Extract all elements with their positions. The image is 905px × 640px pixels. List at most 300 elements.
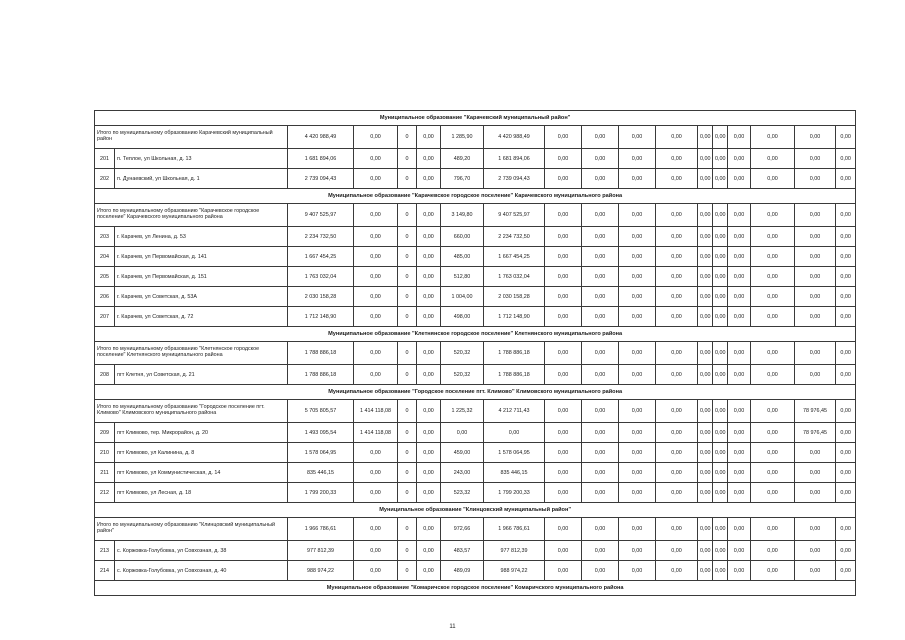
total-value-cell: 1 788 886,18 bbox=[288, 342, 354, 365]
row-number: 210 bbox=[95, 443, 115, 463]
total-value-cell: 0,00 bbox=[713, 400, 728, 423]
total-value-cell: 0,00 bbox=[417, 342, 441, 365]
table-row bbox=[95, 443, 856, 463]
total-value-cell: 0,00 bbox=[545, 400, 582, 423]
value-cell: 0,00 bbox=[354, 227, 398, 247]
value-cell: 0,00 bbox=[417, 169, 441, 189]
total-value-cell: 0,00 bbox=[728, 204, 751, 227]
total-value-cell: 9 407 525,97 bbox=[288, 204, 354, 227]
total-value-cell: 0,00 bbox=[713, 342, 728, 365]
table-row bbox=[95, 423, 856, 443]
table-row bbox=[95, 561, 856, 581]
value-cell: 0,00 bbox=[417, 227, 441, 247]
address-cell: пгт Климово, ул Лесная, д. 18 bbox=[115, 483, 288, 503]
value-cell: 0,00 bbox=[728, 149, 751, 169]
section-total-row bbox=[95, 126, 856, 149]
row-number: 203 bbox=[95, 227, 115, 247]
total-value-cell: 0 bbox=[398, 204, 417, 227]
row-number: 211 bbox=[95, 463, 115, 483]
value-cell: 0,00 bbox=[417, 463, 441, 483]
value-cell: 0,00 bbox=[619, 541, 656, 561]
table-row bbox=[95, 541, 856, 561]
total-value-cell: 0,00 bbox=[698, 518, 713, 541]
value-cell: 0,00 bbox=[545, 483, 582, 503]
value-cell: 0,00 bbox=[619, 561, 656, 581]
total-value-cell: 0,00 bbox=[751, 204, 795, 227]
table-row bbox=[95, 267, 856, 287]
value-cell: 0 bbox=[398, 149, 417, 169]
value-cell: 0,00 bbox=[354, 287, 398, 307]
address-cell: пгт Климово, ул Коммунистическая, д. 14 bbox=[115, 463, 288, 483]
value-cell: 0,00 bbox=[713, 287, 728, 307]
value-cell: 0,00 bbox=[713, 423, 728, 443]
address-cell: пгт Климово, ул Калинина, д. 8 bbox=[115, 443, 288, 463]
total-value-cell: 0 bbox=[398, 518, 417, 541]
value-cell: 0,00 bbox=[545, 247, 582, 267]
total-value-cell: 0,00 bbox=[698, 400, 713, 423]
value-cell: 0,00 bbox=[417, 267, 441, 287]
value-cell: 0,00 bbox=[795, 483, 836, 503]
value-cell: 0,00 bbox=[751, 423, 795, 443]
value-cell: 0,00 bbox=[582, 227, 619, 247]
address-cell: пгт Климово, тер. Микрорайон, д. 20 bbox=[115, 423, 288, 443]
address-cell: с. Коржовка-Голубовка, ул Совхозная, д. 38 bbox=[115, 541, 288, 561]
value-cell: 0,00 bbox=[656, 149, 698, 169]
value-cell: 0,00 bbox=[713, 561, 728, 581]
total-label: Итого по муниципальному образованию "Клинцовский муниципальный район" bbox=[95, 518, 288, 541]
value-cell: 0,00 bbox=[619, 463, 656, 483]
value-cell: 0,00 bbox=[728, 483, 751, 503]
section-title: Муниципальное образование "Комаричское городское поселение" Комаричского муниципального района bbox=[95, 581, 856, 596]
value-cell: 0,00 bbox=[417, 443, 441, 463]
row-number: 213 bbox=[95, 541, 115, 561]
value-cell: 0,00 bbox=[619, 365, 656, 385]
value-cell: 1 004,00 bbox=[441, 287, 484, 307]
value-cell: 0 bbox=[398, 365, 417, 385]
total-value-cell: 0,00 bbox=[619, 518, 656, 541]
value-cell: 0,00 bbox=[545, 365, 582, 385]
section-total-row bbox=[95, 400, 856, 423]
total-value-cell: 1 966 786,61 bbox=[484, 518, 545, 541]
total-value-cell: 4 420 988,49 bbox=[288, 126, 354, 149]
value-cell: 0,00 bbox=[417, 541, 441, 561]
value-cell: 0,00 bbox=[836, 247, 856, 267]
total-value-cell: 1 788 886,18 bbox=[484, 342, 545, 365]
total-value-cell: 0,00 bbox=[417, 400, 441, 423]
register-table-container bbox=[94, 110, 851, 596]
value-cell: 0,00 bbox=[795, 443, 836, 463]
value-cell: 0,00 bbox=[751, 169, 795, 189]
value-cell: 0,00 bbox=[417, 149, 441, 169]
value-cell: 0,00 bbox=[698, 423, 713, 443]
value-cell: 0,00 bbox=[417, 365, 441, 385]
total-value-cell: 78 976,45 bbox=[795, 400, 836, 423]
value-cell: 0,00 bbox=[545, 423, 582, 443]
value-cell: 1 681 894,06 bbox=[484, 149, 545, 169]
address-cell: г. Карачев, ул Первомайская, д. 151 bbox=[115, 267, 288, 287]
value-cell: 2 234 732,50 bbox=[484, 227, 545, 247]
section-total-row bbox=[95, 342, 856, 365]
table-row bbox=[95, 365, 856, 385]
total-value-cell: 0,00 bbox=[698, 126, 713, 149]
value-cell: 0,00 bbox=[751, 541, 795, 561]
value-cell: 0,00 bbox=[698, 247, 713, 267]
value-cell: 0,00 bbox=[836, 287, 856, 307]
total-value-cell: 0,00 bbox=[713, 518, 728, 541]
value-cell: 0,00 bbox=[545, 541, 582, 561]
total-value-cell: 0,00 bbox=[582, 204, 619, 227]
total-value-cell: 0,00 bbox=[417, 204, 441, 227]
value-cell: 0,00 bbox=[619, 307, 656, 327]
row-number: 201 bbox=[95, 149, 115, 169]
total-value-cell: 0,00 bbox=[545, 126, 582, 149]
total-value-cell: 0,00 bbox=[656, 518, 698, 541]
total-value-cell: 0 bbox=[398, 342, 417, 365]
total-value-cell: 0,00 bbox=[619, 126, 656, 149]
total-value-cell: 0 bbox=[398, 400, 417, 423]
value-cell: 0,00 bbox=[656, 483, 698, 503]
value-cell: 0,00 bbox=[698, 561, 713, 581]
total-value-cell: 0,00 bbox=[836, 204, 856, 227]
total-label: Итого по муниципальному образованию "Городское поселение пгт. Климово" Климовского муниципального района bbox=[95, 400, 288, 423]
value-cell: 0,00 bbox=[698, 443, 713, 463]
value-cell: 483,57 bbox=[441, 541, 484, 561]
total-value-cell: 5 705 805,57 bbox=[288, 400, 354, 423]
value-cell: 0,00 bbox=[545, 227, 582, 247]
value-cell: 0,00 bbox=[728, 365, 751, 385]
value-cell: 0,00 bbox=[728, 169, 751, 189]
value-cell: 988 974,22 bbox=[288, 561, 354, 581]
total-value-cell: 0,00 bbox=[354, 518, 398, 541]
total-value-cell: 0,00 bbox=[417, 518, 441, 541]
value-cell: 1 493 095,54 bbox=[288, 423, 354, 443]
value-cell: 0,00 bbox=[836, 561, 856, 581]
value-cell: 512,80 bbox=[441, 267, 484, 287]
address-cell: пгт Клетня, ул Советская, д. 21 bbox=[115, 365, 288, 385]
value-cell: 1 414 118,08 bbox=[354, 423, 398, 443]
value-cell: 0,00 bbox=[751, 267, 795, 287]
value-cell: 0,00 bbox=[619, 423, 656, 443]
value-cell: 0,00 bbox=[836, 443, 856, 463]
total-value-cell: 0,00 bbox=[619, 400, 656, 423]
table-row bbox=[95, 463, 856, 483]
value-cell: 1 712 148,90 bbox=[484, 307, 545, 327]
total-value-cell: 972,66 bbox=[441, 518, 484, 541]
value-cell: 0,00 bbox=[698, 149, 713, 169]
value-cell: 0,00 bbox=[728, 267, 751, 287]
value-cell: 0,00 bbox=[698, 463, 713, 483]
value-cell: 459,00 bbox=[441, 443, 484, 463]
value-cell: 1 799 200,33 bbox=[288, 483, 354, 503]
value-cell: 835 446,15 bbox=[288, 463, 354, 483]
value-cell: 0,00 bbox=[582, 541, 619, 561]
total-value-cell: 0,00 bbox=[354, 204, 398, 227]
value-cell: 0,00 bbox=[728, 561, 751, 581]
value-cell: 0,00 bbox=[354, 483, 398, 503]
section-title: Муниципальное образование "Карачевский муниципальный район" bbox=[95, 111, 856, 126]
value-cell: 0 bbox=[398, 561, 417, 581]
address-cell: г. Карачев, ул Ленина, д. 53 bbox=[115, 227, 288, 247]
row-number: 202 bbox=[95, 169, 115, 189]
value-cell: 0,00 bbox=[656, 423, 698, 443]
value-cell: 0,00 bbox=[545, 169, 582, 189]
value-cell: 0,00 bbox=[728, 463, 751, 483]
page-number: 11 bbox=[449, 624, 456, 630]
total-value-cell: 0,00 bbox=[728, 400, 751, 423]
value-cell: 0,00 bbox=[656, 247, 698, 267]
value-cell: 498,00 bbox=[441, 307, 484, 327]
value-cell: 0 bbox=[398, 307, 417, 327]
section-title: Муниципальное образование "Клинцовский муниципальный район" bbox=[95, 503, 856, 518]
total-value-cell: 0,00 bbox=[751, 518, 795, 541]
total-value-cell: 0,00 bbox=[728, 126, 751, 149]
value-cell: 0,00 bbox=[795, 287, 836, 307]
value-cell: 1 788 886,18 bbox=[288, 365, 354, 385]
value-cell: 0,00 bbox=[751, 287, 795, 307]
total-value-cell: 0,00 bbox=[836, 400, 856, 423]
table-row bbox=[95, 307, 856, 327]
value-cell: 0,00 bbox=[656, 443, 698, 463]
value-cell: 0,00 bbox=[751, 483, 795, 503]
register-table bbox=[94, 110, 856, 596]
value-cell: 0,00 bbox=[582, 169, 619, 189]
value-cell: 0,00 bbox=[619, 247, 656, 267]
total-value-cell: 520,32 bbox=[441, 342, 484, 365]
total-value-cell: 0,00 bbox=[728, 342, 751, 365]
value-cell: 0,00 bbox=[728, 541, 751, 561]
value-cell: 0,00 bbox=[795, 541, 836, 561]
value-cell: 0,00 bbox=[545, 149, 582, 169]
value-cell: 0,00 bbox=[545, 443, 582, 463]
value-cell: 0,00 bbox=[354, 247, 398, 267]
value-cell: 0,00 bbox=[795, 307, 836, 327]
value-cell: 1 681 894,06 bbox=[288, 149, 354, 169]
address-cell: г. Карачев, ул Советская, д. 72 bbox=[115, 307, 288, 327]
address-cell: с. Коржовка-Голубовка, ул Совхозная, д. 40 bbox=[115, 561, 288, 581]
section-title-row bbox=[95, 111, 856, 126]
value-cell: 0 bbox=[398, 541, 417, 561]
section-title: Муниципальное образование "Городское поселение пгт. Климово" Климовского муниципального района bbox=[95, 385, 856, 400]
value-cell: 0,00 bbox=[417, 287, 441, 307]
section-title-row bbox=[95, 189, 856, 204]
total-value-cell: 0,00 bbox=[545, 342, 582, 365]
section-title-row bbox=[95, 327, 856, 342]
value-cell: 0,00 bbox=[354, 169, 398, 189]
value-cell: 796,70 bbox=[441, 169, 484, 189]
value-cell: 0,00 bbox=[354, 307, 398, 327]
total-value-cell: 0,00 bbox=[582, 342, 619, 365]
value-cell: 988 974,22 bbox=[484, 561, 545, 581]
value-cell: 0 bbox=[398, 463, 417, 483]
value-cell: 0,00 bbox=[751, 463, 795, 483]
total-value-cell: 0,00 bbox=[698, 204, 713, 227]
value-cell: 0,00 bbox=[728, 247, 751, 267]
value-cell: 977 812,39 bbox=[484, 541, 545, 561]
value-cell: 0,00 bbox=[836, 483, 856, 503]
value-cell: 0,00 bbox=[728, 423, 751, 443]
value-cell: 0,00 bbox=[713, 247, 728, 267]
total-label: Итого по муниципальному образованию "Карачевское городское поселение" Карачевского муниципального района bbox=[95, 204, 288, 227]
value-cell: 0,00 bbox=[582, 561, 619, 581]
value-cell: 0,00 bbox=[545, 307, 582, 327]
total-value-cell: 0,00 bbox=[713, 126, 728, 149]
value-cell: 0,00 bbox=[417, 307, 441, 327]
value-cell: 0,00 bbox=[582, 423, 619, 443]
value-cell: 0,00 bbox=[656, 227, 698, 247]
value-cell: 0,00 bbox=[751, 247, 795, 267]
value-cell: 0,00 bbox=[836, 365, 856, 385]
total-value-cell: 0,00 bbox=[354, 126, 398, 149]
value-cell: 0,00 bbox=[354, 541, 398, 561]
row-number: 209 bbox=[95, 423, 115, 443]
total-value-cell: 0,00 bbox=[582, 518, 619, 541]
value-cell: 2 030 158,28 bbox=[484, 287, 545, 307]
section-title: Муниципальное образование "Клетнянское городское поселение" Клетнянского муниципального района bbox=[95, 327, 856, 342]
total-value-cell: 0,00 bbox=[656, 342, 698, 365]
table-row bbox=[95, 287, 856, 307]
value-cell: 0,00 bbox=[545, 287, 582, 307]
value-cell: 0,00 bbox=[795, 561, 836, 581]
total-value-cell: 0,00 bbox=[656, 204, 698, 227]
row-number: 207 bbox=[95, 307, 115, 327]
total-value-cell: 0,00 bbox=[582, 126, 619, 149]
value-cell: 0,00 bbox=[441, 423, 484, 443]
total-value-cell: 0,00 bbox=[836, 518, 856, 541]
value-cell: 1 763 032,04 bbox=[484, 267, 545, 287]
value-cell: 485,00 bbox=[441, 247, 484, 267]
value-cell: 0,00 bbox=[795, 227, 836, 247]
value-cell: 0,00 bbox=[698, 267, 713, 287]
value-cell: 0,00 bbox=[698, 541, 713, 561]
value-cell: 1 578 064,95 bbox=[484, 443, 545, 463]
value-cell: 243,00 bbox=[441, 463, 484, 483]
value-cell: 0,00 bbox=[656, 365, 698, 385]
value-cell: 0,00 bbox=[713, 443, 728, 463]
section-total-row bbox=[95, 518, 856, 541]
value-cell: 0 bbox=[398, 443, 417, 463]
row-number: 204 bbox=[95, 247, 115, 267]
value-cell: 0,00 bbox=[795, 463, 836, 483]
value-cell: 0 bbox=[398, 169, 417, 189]
value-cell: 0,00 bbox=[582, 287, 619, 307]
value-cell: 0,00 bbox=[354, 463, 398, 483]
value-cell: 0,00 bbox=[836, 307, 856, 327]
value-cell: 0,00 bbox=[795, 247, 836, 267]
value-cell: 0,00 bbox=[795, 169, 836, 189]
value-cell: 0,00 bbox=[417, 561, 441, 581]
total-value-cell: 0,00 bbox=[836, 342, 856, 365]
value-cell: 0,00 bbox=[713, 541, 728, 561]
total-value-cell: 0,00 bbox=[795, 204, 836, 227]
value-cell: 0,00 bbox=[836, 149, 856, 169]
value-cell: 0,00 bbox=[582, 365, 619, 385]
total-value-cell: 0,00 bbox=[698, 342, 713, 365]
value-cell: 0,00 bbox=[582, 247, 619, 267]
value-cell: 0,00 bbox=[354, 267, 398, 287]
value-cell: 0,00 bbox=[354, 149, 398, 169]
value-cell: 0 bbox=[398, 247, 417, 267]
address-cell: п. Дунаевский, ул Школьная, д. 1 bbox=[115, 169, 288, 189]
total-value-cell: 0,00 bbox=[619, 204, 656, 227]
total-value-cell: 1 225,32 bbox=[441, 400, 484, 423]
value-cell: 0,00 bbox=[751, 443, 795, 463]
total-value-cell: 0,00 bbox=[656, 400, 698, 423]
total-value-cell: 1 285,90 bbox=[441, 126, 484, 149]
value-cell: 0,00 bbox=[728, 227, 751, 247]
row-number: 205 bbox=[95, 267, 115, 287]
value-cell: 0,00 bbox=[417, 483, 441, 503]
total-label: Итого по муниципальному образованию "Клетнянское городское поселение" Клетнянского муниципального района bbox=[95, 342, 288, 365]
total-value-cell: 9 407 525,97 bbox=[484, 204, 545, 227]
value-cell: 1 788 886,18 bbox=[484, 365, 545, 385]
value-cell: 0,00 bbox=[354, 561, 398, 581]
total-value-cell: 1 966 786,61 bbox=[288, 518, 354, 541]
row-number: 206 bbox=[95, 287, 115, 307]
value-cell: 0,00 bbox=[619, 443, 656, 463]
table-row bbox=[95, 149, 856, 169]
table-row bbox=[95, 247, 856, 267]
value-cell: 0,00 bbox=[582, 483, 619, 503]
value-cell: 1 578 064,95 bbox=[288, 443, 354, 463]
value-cell: 0,00 bbox=[713, 483, 728, 503]
total-value-cell: 0,00 bbox=[354, 342, 398, 365]
row-number: 212 bbox=[95, 483, 115, 503]
value-cell: 0,00 bbox=[698, 307, 713, 327]
value-cell: 0,00 bbox=[619, 169, 656, 189]
value-cell: 0,00 bbox=[582, 307, 619, 327]
total-value-cell: 0,00 bbox=[582, 400, 619, 423]
value-cell: 0,00 bbox=[656, 267, 698, 287]
total-value-cell: 4 212 711,43 bbox=[484, 400, 545, 423]
section-title-row bbox=[95, 503, 856, 518]
value-cell: 2 739 094,43 bbox=[484, 169, 545, 189]
value-cell: 0,00 bbox=[836, 267, 856, 287]
value-cell: 523,32 bbox=[441, 483, 484, 503]
value-cell: 0,00 bbox=[728, 287, 751, 307]
section-title-row bbox=[95, 385, 856, 400]
address-cell: г. Карачев, ул Советская, д. 53А bbox=[115, 287, 288, 307]
section-title-row bbox=[95, 581, 856, 596]
value-cell: 0,00 bbox=[656, 541, 698, 561]
total-value-cell: 0,00 bbox=[656, 126, 698, 149]
value-cell: 0,00 bbox=[713, 463, 728, 483]
value-cell: 0,00 bbox=[619, 483, 656, 503]
total-value-cell: 0,00 bbox=[713, 204, 728, 227]
total-label: Итого по муниципальному образованию Карачевский муниципальный район bbox=[95, 126, 288, 149]
value-cell: 0,00 bbox=[656, 287, 698, 307]
total-value-cell: 0,00 bbox=[751, 126, 795, 149]
value-cell: 0 bbox=[398, 227, 417, 247]
section-title: Муниципальное образование "Карачевское городское поселение" Карачевского муниципального района bbox=[95, 189, 856, 204]
section-total-row bbox=[95, 204, 856, 227]
value-cell: 1 667 454,25 bbox=[484, 247, 545, 267]
value-cell: 0,00 bbox=[417, 247, 441, 267]
value-cell: 0,00 bbox=[713, 149, 728, 169]
total-value-cell: 0,00 bbox=[545, 204, 582, 227]
value-cell: 2 234 732,50 bbox=[288, 227, 354, 247]
address-cell: п. Теплое, ул Школьная, д. 13 bbox=[115, 149, 288, 169]
value-cell: 0,00 bbox=[354, 365, 398, 385]
value-cell: 0,00 bbox=[582, 267, 619, 287]
table-row bbox=[95, 169, 856, 189]
value-cell: 0,00 bbox=[619, 287, 656, 307]
total-value-cell: 0,00 bbox=[795, 518, 836, 541]
value-cell: 0,00 bbox=[751, 307, 795, 327]
value-cell: 0,00 bbox=[836, 227, 856, 247]
value-cell: 0,00 bbox=[656, 561, 698, 581]
value-cell: 0,00 bbox=[698, 227, 713, 247]
value-cell: 0,00 bbox=[698, 365, 713, 385]
